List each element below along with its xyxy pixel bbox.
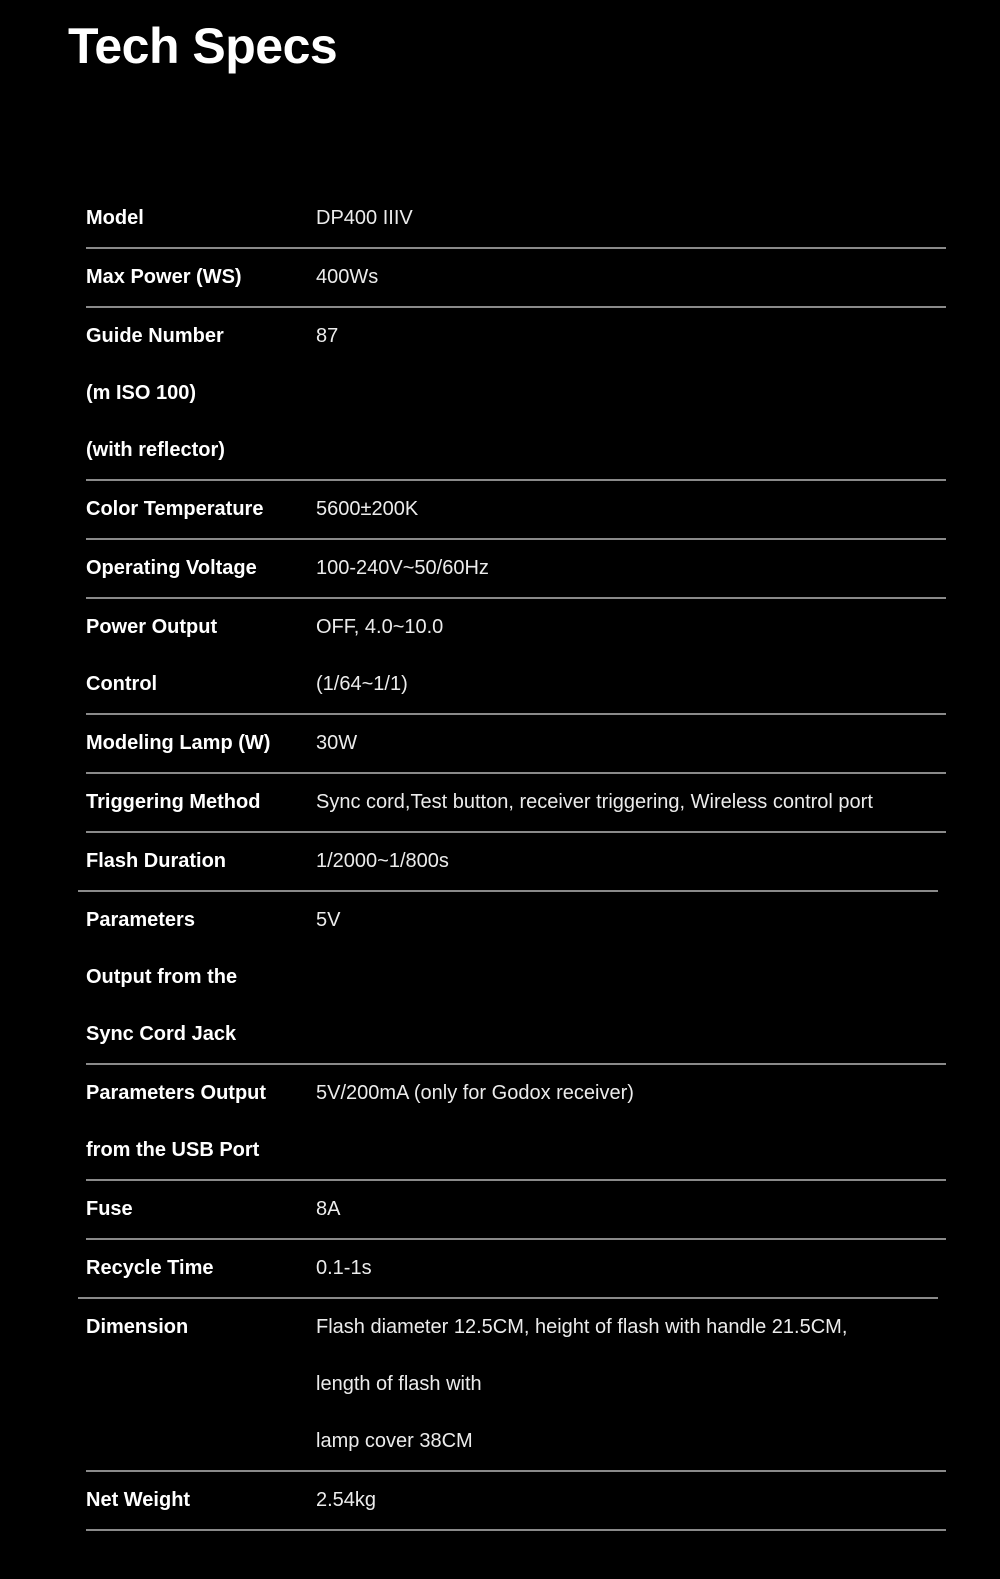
spec-value-line: OFF, 4.0~10.0 [316,616,444,638]
spec-label [86,1181,316,1238]
spec-label-line: Max Power (WS) [86,266,242,288]
spec-row-color-temperature [86,481,946,540]
spec-label [86,833,316,890]
spec-value-line: 100-240V~50/60Hz [316,557,489,579]
spec-value [316,833,938,890]
spec-value [316,1240,938,1297]
tech-specs-table [86,190,946,1531]
spec-label-line: (m ISO 100) [86,382,197,404]
spec-value-line: 2.54kg [316,1489,377,1511]
spec-value-line: 1/2000~1/800s [316,850,449,872]
spec-label [86,599,316,713]
spec-value-line: lamp cover 38CM [316,1430,473,1452]
spec-value-line: Sync cord,Test button, receiver triggering, Wireless control port [316,791,873,813]
spec-value [316,599,946,713]
spec-label-line: Power Output [86,616,218,638]
spec-value-line: 5V/200mA (only for Godox receiver) [316,1082,634,1104]
spec-value-line: 8A [316,1198,341,1220]
spec-label [86,308,316,479]
spec-row-dimension [86,1299,946,1472]
spec-value [316,1472,946,1529]
spec-value [316,190,946,247]
spec-value-line: 5V [316,909,341,931]
spec-label-line: Guide Number [86,325,224,347]
spec-label [86,1472,316,1529]
spec-row-modeling-lamp [86,715,946,774]
spec-value [316,892,946,1063]
spec-value-line: 0.1-1s [316,1257,372,1279]
spec-label-line: Fuse [86,1198,133,1220]
spec-label-line: Dimension [86,1316,189,1338]
spec-label-line: Sync Cord Jack [86,1023,237,1045]
spec-row-flash-duration [78,833,938,892]
spec-row-fuse [86,1181,946,1240]
spec-row-net-weight [86,1472,946,1531]
spec-value-line: 87 [316,325,339,347]
spec-value-line: length of flash with [316,1373,482,1395]
spec-value [316,1299,946,1470]
spec-label-line: Net Weight [86,1489,191,1511]
spec-label [86,1299,316,1470]
spec-label [86,715,316,772]
spec-label-line: Flash Duration [86,850,227,872]
spec-row-recycle-time [78,1240,938,1299]
spec-value [316,774,946,831]
page-title: Tech Specs [68,18,338,74]
spec-value-line: 5600±200K [316,498,419,520]
spec-row-usb-output [86,1065,946,1181]
spec-row-power-output-control [86,599,946,715]
spec-label [86,190,316,247]
spec-value [316,1181,946,1238]
spec-label [86,1065,316,1179]
spec-label-line: Control [86,673,158,695]
spec-value [316,481,946,538]
spec-label-line: Model [86,207,144,229]
spec-label-line: Triggering Method [86,791,261,813]
spec-label [86,540,316,597]
spec-label-line: from the USB Port [86,1139,260,1161]
spec-label-line: Modeling Lamp (W) [86,732,271,754]
spec-value [316,249,946,306]
spec-row-triggering-method [86,774,946,833]
spec-label-line: Color Temperature [86,498,264,520]
spec-label [86,774,316,831]
spec-label-line: Output from the [86,966,238,988]
spec-label-line: (with reflector) [86,439,225,461]
spec-value-line: DP400 IIIV [316,207,413,229]
spec-value-line: (1/64~1/1) [316,673,408,695]
spec-value-line: Flash diameter 12.5CM, height of flash with handle 21.5CM, [316,1316,848,1338]
spec-label-line: Recycle Time [86,1257,214,1279]
spec-value-line: 400Ws [316,266,379,288]
spec-row-operating-voltage [86,540,946,599]
spec-row-max-power [86,249,946,308]
spec-value [316,1065,946,1179]
spec-value [316,715,946,772]
spec-label-line: Parameters [86,909,195,931]
spec-row-sync-cord-output [86,892,946,1065]
spec-label [86,249,316,306]
spec-label-line: Parameters Output [86,1082,267,1104]
spec-label [86,1240,316,1297]
spec-label [86,892,316,1063]
spec-label [86,481,316,538]
spec-value [316,308,946,479]
spec-row-model [86,190,946,249]
spec-value-line: 30W [316,732,358,754]
spec-row-guide-number [86,308,946,481]
spec-value [316,540,946,597]
spec-label-line: Operating Voltage [86,557,257,579]
